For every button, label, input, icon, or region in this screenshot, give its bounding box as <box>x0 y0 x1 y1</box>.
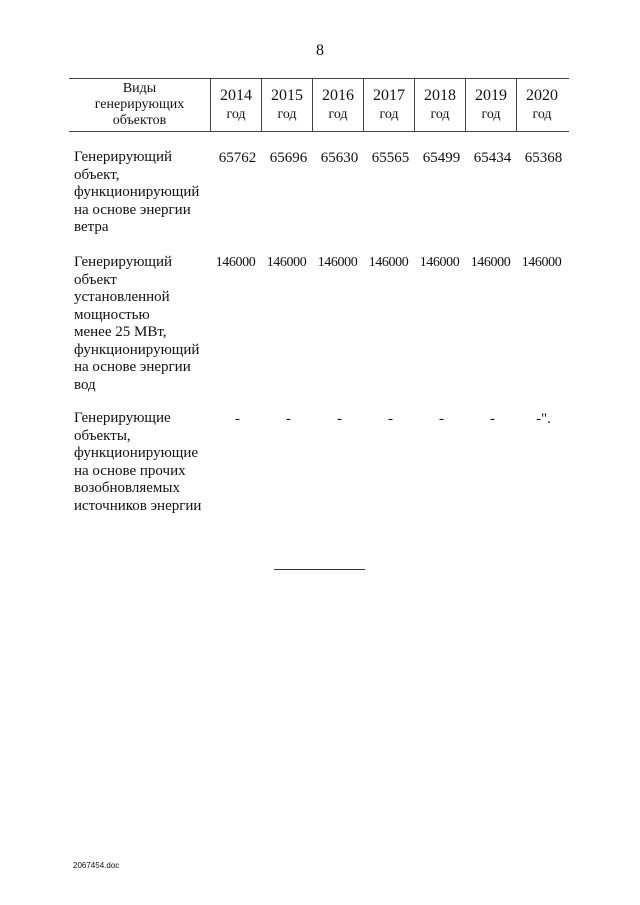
row-label-line: объект <box>74 271 117 288</box>
row-label-line: функционирующие <box>74 445 199 461</box>
header-year: 2014 <box>220 87 252 104</box>
value-cell: 146000 <box>470 255 511 270</box>
row-label-line: ветра <box>74 219 109 235</box>
row-label-line: функционирующий <box>74 341 200 358</box>
value-cell: 146000 <box>317 255 358 270</box>
row-label-other <box>74 410 214 515</box>
header-year: 2017 <box>373 87 405 104</box>
row-label-line: источников энергии <box>74 497 202 514</box>
row-label-line: вод <box>74 376 96 393</box>
value-cell: - <box>439 411 444 427</box>
value-cell: 65762 <box>218 150 257 166</box>
header-types-line: генерирующих <box>94 97 185 112</box>
header-year-unit: год <box>277 107 297 122</box>
header-year-2014 <box>210 79 261 131</box>
row-values-wind <box>212 149 572 169</box>
value-cell: 65630 <box>320 150 359 166</box>
header-year-unit: год <box>430 107 450 122</box>
header-year-2019 <box>465 79 516 131</box>
value-cell: 146000 <box>215 255 256 270</box>
value-cell: - <box>235 411 240 427</box>
header-year-unit: год <box>379 107 399 122</box>
header-year-2017 <box>363 79 414 131</box>
value-cell: 146000 <box>368 255 409 270</box>
header-year-unit: год <box>328 107 348 122</box>
row-label-line: на основе прочих <box>74 462 186 479</box>
row-label-line: на основе энергии <box>74 201 191 218</box>
value-cell: - <box>337 411 342 427</box>
value-cell: 65696 <box>269 150 308 166</box>
header-year: 2019 <box>475 87 507 104</box>
value-cell: 65434 <box>473 150 512 166</box>
header-types-line: объектов <box>112 113 167 128</box>
row-label-wind <box>74 149 214 237</box>
value-cell: 146000 <box>419 255 460 270</box>
row-label-line: на основе энергии <box>74 359 191 375</box>
header-year-2015 <box>261 79 312 131</box>
row-values-water <box>212 254 572 274</box>
header-year: 2020 <box>526 87 558 104</box>
row-values-other <box>212 410 572 430</box>
value-cell: 65368 <box>524 150 563 166</box>
value-cell: - <box>490 411 495 427</box>
table-header <box>69 78 569 132</box>
value-cell: -". <box>536 411 551 427</box>
header-year-2020 <box>516 79 567 131</box>
header-year: 2015 <box>271 87 303 104</box>
row-label-line: функционирующий <box>74 184 200 200</box>
header-year-unit: год <box>226 107 246 122</box>
header-year-2016 <box>312 79 363 131</box>
row-label-line: менее 25 МВт, <box>74 324 167 340</box>
row-label-water <box>74 254 214 394</box>
value-cell: 146000 <box>266 255 307 270</box>
value-cell: - <box>388 411 393 427</box>
header-year: 2016 <box>322 87 354 104</box>
header-types-line: Виды <box>122 81 157 96</box>
header-types-cell <box>69 79 210 131</box>
value-cell: 65565 <box>371 150 410 166</box>
page-number: 8 <box>316 42 324 59</box>
row-label-line: объект, <box>74 166 120 183</box>
value-cell: - <box>286 411 291 427</box>
row-label-line: установленной <box>74 289 170 305</box>
row-label-line: возобновляемых <box>74 480 180 496</box>
row-label-line: Генерирующий <box>74 149 173 165</box>
row-label-line: Генерирующий <box>74 254 173 270</box>
header-year: 2018 <box>424 87 456 104</box>
footer-filename: 2067454.doc <box>73 861 120 870</box>
header-year-unit: год <box>532 107 552 122</box>
row-label-line: мощностью <box>74 306 150 323</box>
row-label-line: Генерирующие <box>74 410 171 426</box>
value-cell: 146000 <box>521 255 562 270</box>
row-label-line: объекты, <box>74 427 131 444</box>
value-cell: 65499 <box>422 150 461 166</box>
end-of-document-line <box>274 569 365 570</box>
header-year-2018 <box>414 79 465 131</box>
header-year-unit: год <box>481 107 501 122</box>
